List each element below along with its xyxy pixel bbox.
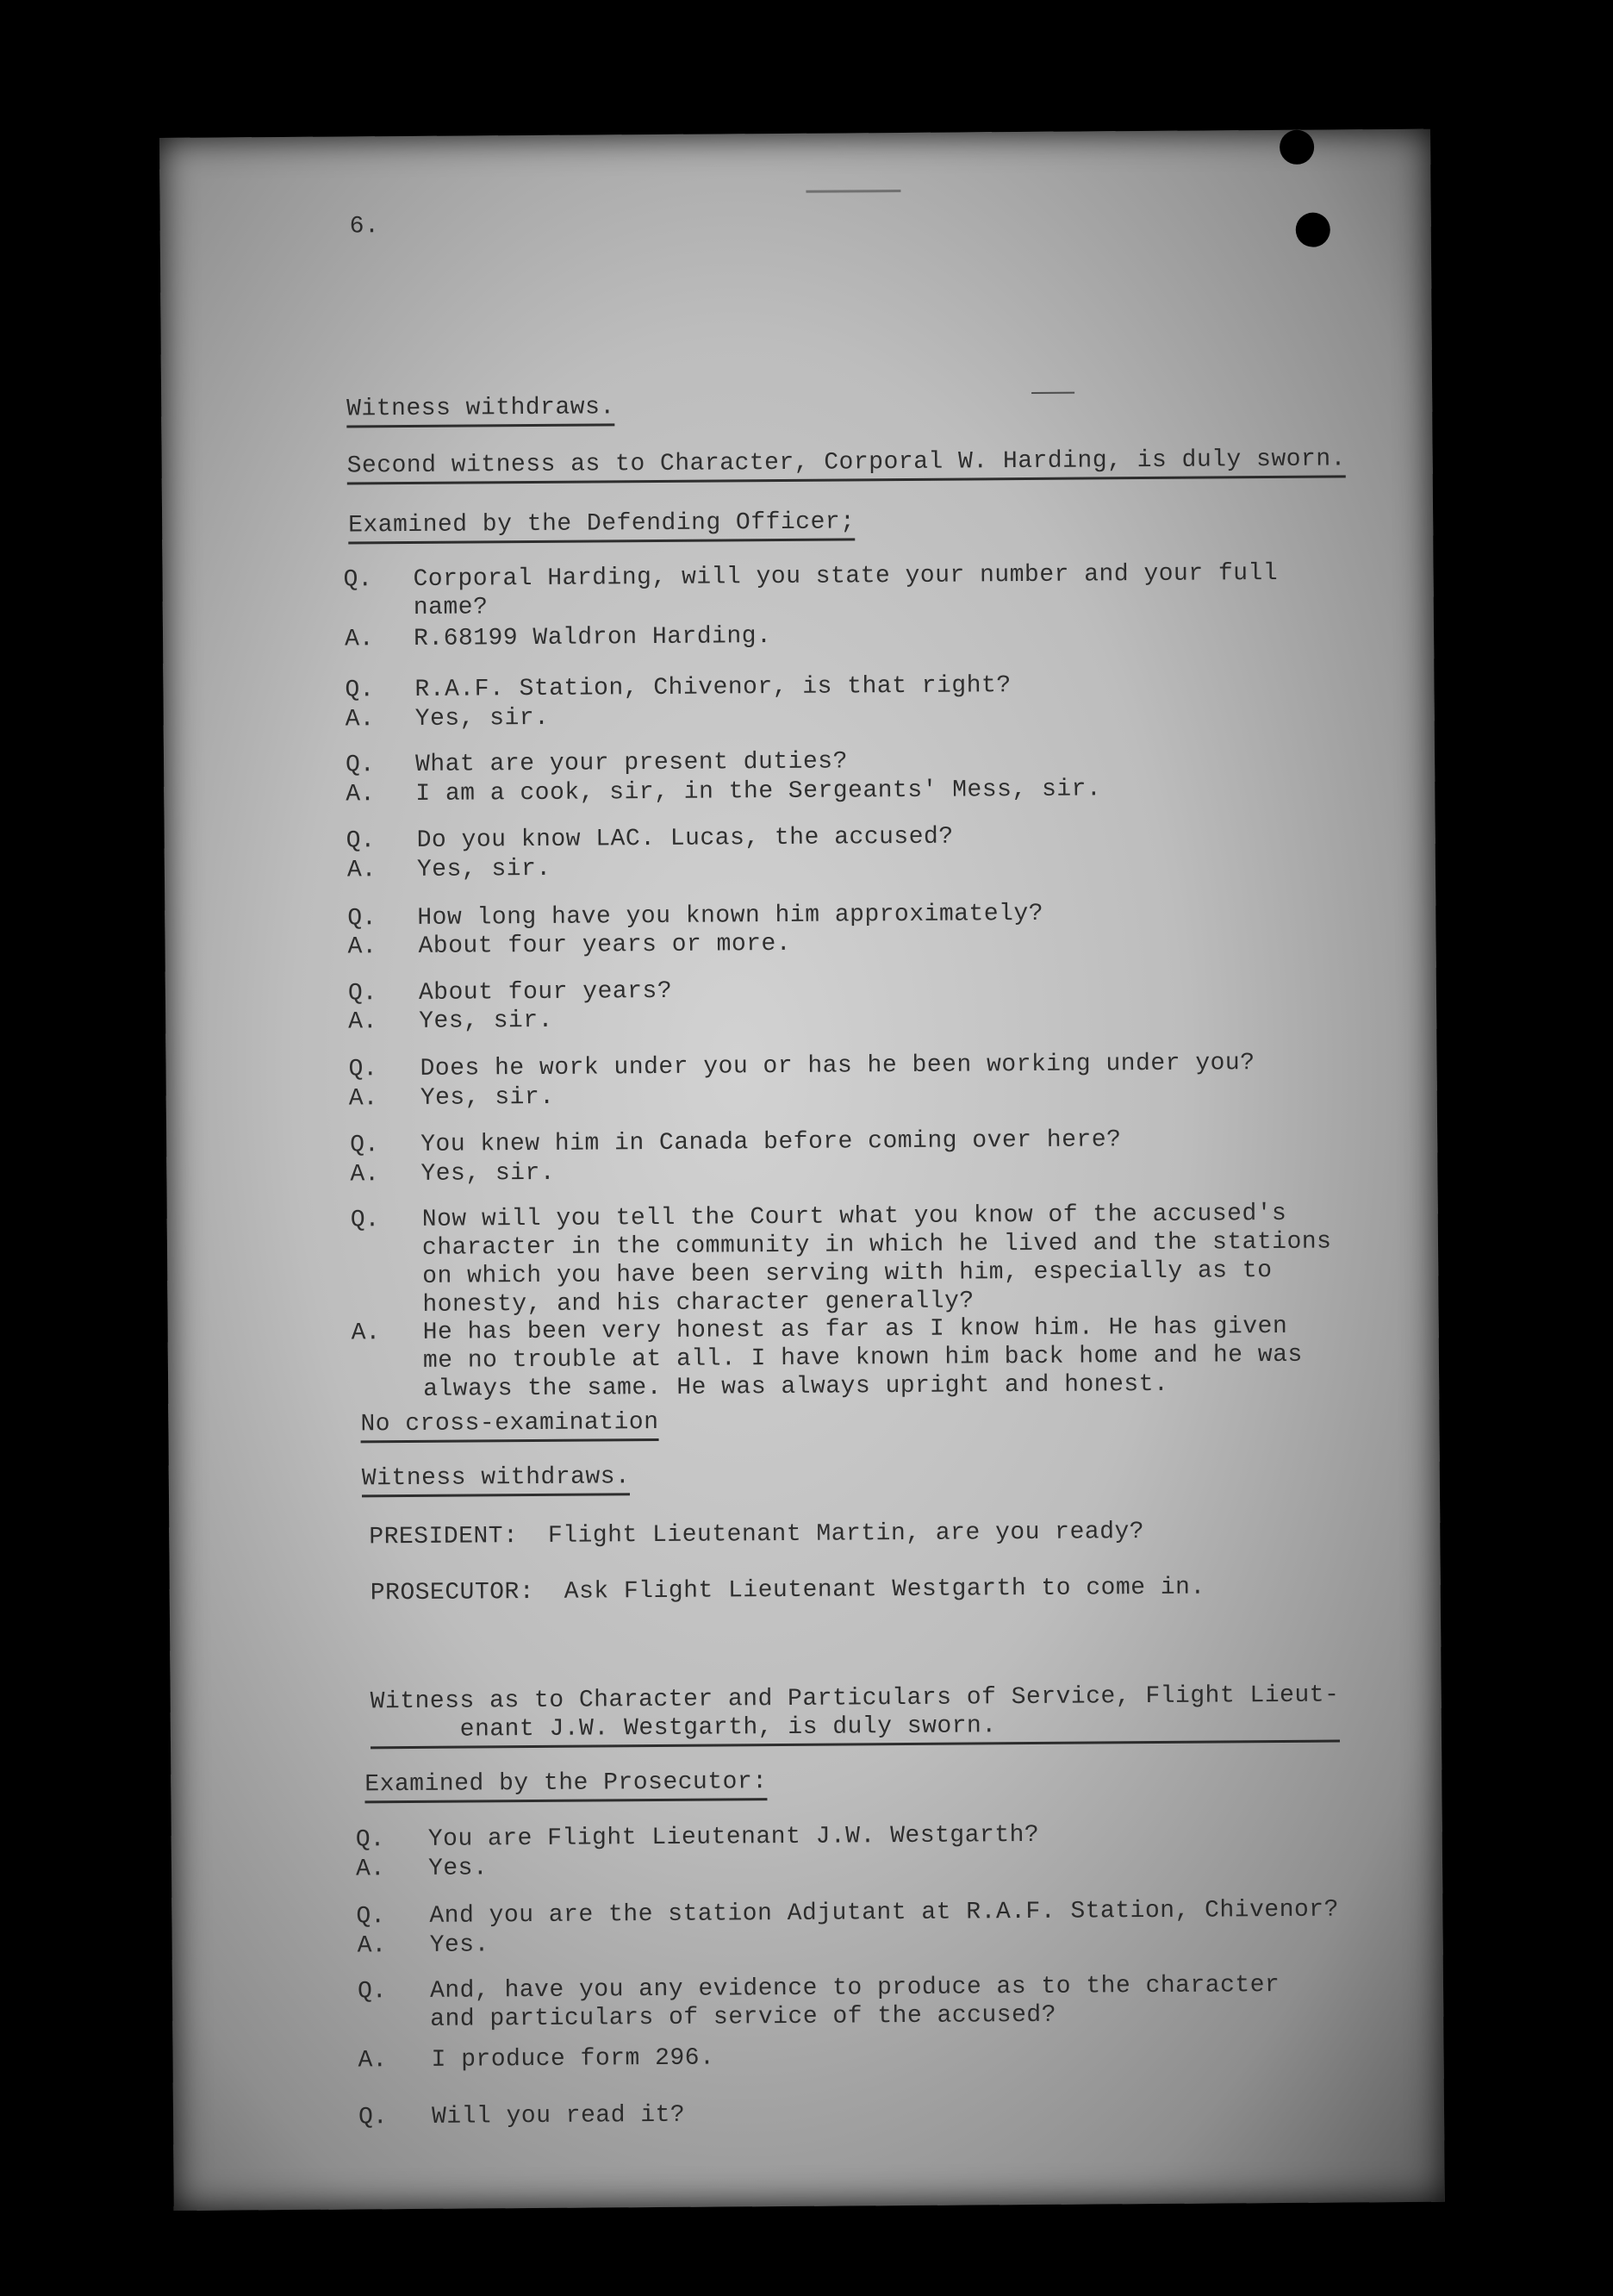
answer-label: A. [355,1856,385,1883]
section-heading: Witness withdraws. [346,393,615,427]
question-text: About four years? [418,977,673,1007]
answer-text: He has been very honest as far as I know him. He has given me no trouble at all. I have known him back home and he was always the same. He was always upright and honest. [422,1313,1303,1403]
answer-label: A. [350,1161,380,1189]
punch-hole [1296,213,1330,247]
pen-mark [1031,392,1074,394]
question-text: Corporal Harding, will you state your number and your full name? [413,559,1279,621]
question-label: Q. [355,1826,385,1854]
section-heading: Examined by the Prosecutor: [364,1768,767,1803]
question-text: You knew him in Canada before coming over here? [420,1126,1122,1158]
answer-label: A. [357,1932,387,1960]
question-label: Q. [348,1056,378,1083]
speaker-line: PROSECUTOR: Ask Flight Lieutenant Westgarth to come in. [370,1574,1205,1607]
question-label: Q. [358,2104,388,2131]
punch-hole [1280,130,1314,165]
section-heading: Second witness as to Character, Corporal W. Harding, is duly sworn. [347,445,1347,484]
question-label: Q. [350,1132,379,1159]
answer-text: Yes, sir. [420,1159,556,1188]
answer-label: A. [348,1085,378,1113]
answer-label: A. [345,706,375,733]
question-text: What are your present duties? [414,748,848,778]
question-label: Q. [350,1207,380,1234]
question-label: Q. [345,677,375,704]
question-text: Now will you tell the Court what you know of the accused's character in the community in which he lived and the stations on which you have been serving with him, especially as to honesty, and his character generally? [421,1200,1332,1319]
question-label: Q. [356,1903,386,1931]
question-label: Q. [357,1978,387,2006]
question-text: Do you know LAC. Lucas, the accused? [416,823,954,854]
answer-text: Yes. [427,1855,489,1882]
transcript-body [159,129,1430,2131]
page-number: 6. [349,213,380,240]
answer-label: A. [348,1008,377,1036]
question-label: Q. [343,566,373,594]
answer-label: A. [347,933,377,961]
answer-text: R.68199 Waldron Harding. [413,623,772,652]
speaker-line: PRESIDENT: Flight Lieutenant Martin, are you ready? [369,1519,1145,1551]
answer-label: A. [346,781,376,808]
answer-text: Yes, sir. [419,1007,554,1035]
answer-text: I am a cook, sir, in the Sergeants' Mess, sir. [415,776,1102,808]
question-text: And you are the station Adjutant at R.A.F. Station, Chivenor? [429,1896,1339,1930]
question-label: Q. [345,752,375,779]
answer-text: Yes, sir. [416,855,551,883]
answer-text: Yes, sir. [420,1083,555,1112]
section-heading: Examined by the Defending Officer; [348,508,856,544]
answer-label: A. [344,626,374,653]
question-text: R.A.F. Station, Chivenor, is that right? [414,672,1012,703]
question-label: Q. [347,905,377,933]
question-text: Does he work under you or has he been working under you? [420,1050,1255,1082]
section-heading: Witness withdraws. [362,1463,631,1497]
question-text: And, have you any evidence to produce as to the character and particulars of service of the accused? [429,1971,1280,2033]
section-heading: No cross-examination [360,1408,658,1443]
pen-mark [806,190,900,193]
section-heading: Witness as to Character and Particulars of Service, Flight Lieut- enant J.W. Westgarth, is duly sworn. [371,1681,1340,1749]
answer-label: A. [358,2047,388,2075]
question-text: You are Flight Lieutenant J.W. Westgarth? [427,1821,1040,1853]
document-page [159,129,1445,2211]
question-text: How long have you known him approximately? [417,900,1044,932]
answer-text: I produce form 296. [431,2044,715,2074]
question-label: Q. [346,827,376,855]
answer-text: Yes, sir. [414,704,550,733]
answer-label: A. [346,857,377,884]
answer-label: A. [351,1320,381,1347]
question-text: Will you read it? [431,2101,686,2131]
question-label: Q. [347,980,377,1008]
answer-text: About four years or more. [418,930,792,960]
answer-text: Yes. [429,1931,489,1959]
